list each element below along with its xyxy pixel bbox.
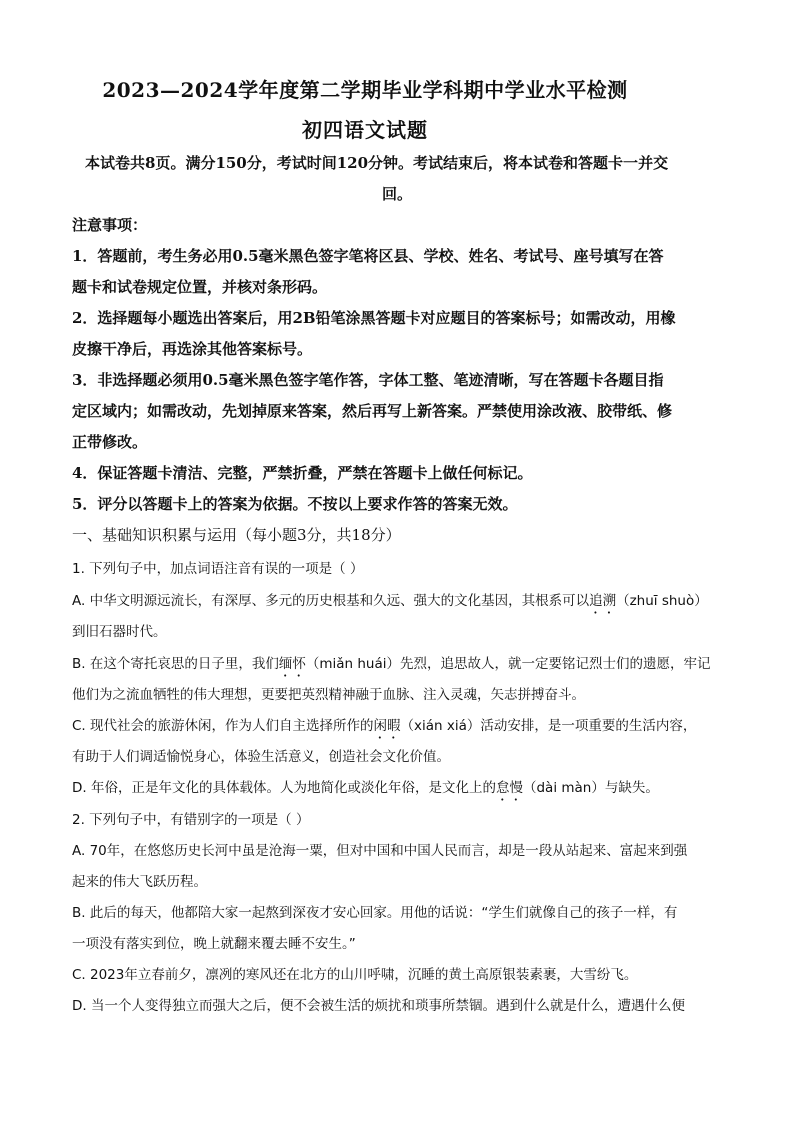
question-2-option-c: C. 2023年立春前夕，凛冽的寒风还在北方的山川呼啸，沉睡的黄土高原银装素裹，大雪纷飞。 xyxy=(72,967,638,983)
notes-line: 1．答题前，考生务必用0.5毫米黑色签字笔将区县、学校、姓名、考试号、座号填写在答 xyxy=(72,247,664,265)
page-subtitle: 初四语文试题 xyxy=(302,118,428,142)
notes-line: 4．保证答题卡清洁、完整，严禁折叠，严禁在答题卡上做任何标记。 xyxy=(72,464,533,482)
option-text: D. 年俗，正是年文化的具体载体。人为地简化或淡化年俗，是文化上的 xyxy=(72,780,496,796)
notes-line: 2．选择题每小题选出答案后，用2B铅笔涂黑答题卡对应题目的答案标号；如需改动，用橡 xyxy=(72,309,676,327)
notes-line: 定区域内；如需改动，先划掉原来答案，然后再写上新答案。严禁使用涂改液、胶带纸、修 xyxy=(72,402,673,420)
question-1-option-d xyxy=(72,776,659,804)
notes-heading: 注意事项： xyxy=(72,216,148,234)
question-1-option-c xyxy=(72,714,696,742)
option-text: （miǎn huái）先烈，追思故人，就一定要铭记烈士们的遗愿，牢记 xyxy=(305,656,711,672)
dotted-term: 闲暇 xyxy=(373,718,401,734)
question-2-option-a: A. 70年，在悠悠历史长河中虽是沧海一粟，但对中国和中国人民而言，却是一段从站起来、富起来到强 xyxy=(72,843,688,859)
notes-line: 5．评分以答题卡上的答案为依据。不按以上要求作答的答案无效。 xyxy=(72,495,518,513)
question-1-option-a xyxy=(72,589,708,617)
notes-line: 正带修改。 xyxy=(72,433,148,451)
option-text: （xián xiá）活动安排，是一项重要的生活内容， xyxy=(400,718,697,734)
question-2-option-d: D. 当一个人变得独立而强大之后，便不会被生活的烦扰和琐事所禁锢。遇到什么就是什么，遭遇什么便 xyxy=(72,998,685,1014)
notes-line: 3．非选择题必须用0.5毫米黑色签字笔作答，字体工整、笔迹清晰，写在答题卡各题目指 xyxy=(72,371,664,389)
option-text: B. 在这个寄托哀思的日子里，我们 xyxy=(72,656,279,672)
question-2-option-a-cont: 起来的伟大飞跃历程。 xyxy=(72,874,207,890)
question-2-stem: 2. 下列句子中，有错别字的一项是（ ） xyxy=(72,812,310,828)
question-2-option-b-cont: 一项没有落实到位，晚上就翻来覆去睡不安生。” xyxy=(72,936,356,952)
option-text: （dài màn）与缺失。 xyxy=(522,780,659,796)
notes-line: 皮擦干净后，再选涂其他答案标号。 xyxy=(72,340,313,358)
dotted-term: 追溯 xyxy=(589,593,617,609)
section-heading: 一、基础知识积累与运用（每小题3分，共18分） xyxy=(72,526,401,544)
dotted-term: 缅怀 xyxy=(278,656,306,672)
question-2-option-b: B. 此后的每天，他都陪大家一起熬到深夜才安心回家。用他的话说：“学生们就像自己的孩子一样，有 xyxy=(72,905,678,921)
notes-line: 题卡和试卷规定位置，并核对条形码。 xyxy=(72,278,328,296)
question-1-option-b-cont: 他们为之流血牺牲的伟大理想，更要把英烈精神融于血脉、注入灵魂，矢志拼搏奋斗。 xyxy=(72,687,585,703)
question-1-option-a-cont: 到旧石器时代。 xyxy=(72,624,167,640)
option-text: A. 中华文明源远流长，有深厚、多元的历史根基和久远、强大的文化基因，其根系可以 xyxy=(72,593,590,609)
intro-line-2: 回。 xyxy=(381,185,412,203)
intro-line-1: 本试卷共8页。满分150分，考试时间120分钟。考试结束后，将本试卷和答题卡一并交 xyxy=(85,154,669,172)
dotted-term: 怠慢 xyxy=(495,780,523,796)
option-text: （zhuī shuò） xyxy=(616,593,708,609)
option-text: C. 现代社会的旅游休闲，作为人们自主选择所作的 xyxy=(72,718,374,734)
question-1-stem: 1. 下列句子中，加点词语注音有误的一项是（ ） xyxy=(72,561,364,577)
page-title: 2023—2024学年度第二学期毕业学科期中学业水平检测 xyxy=(102,78,628,102)
question-1-option-c-cont: 有助于人们调适愉悦身心，体验生活意义，创造社会文化价值。 xyxy=(72,749,450,765)
question-1-option-b xyxy=(72,652,711,680)
